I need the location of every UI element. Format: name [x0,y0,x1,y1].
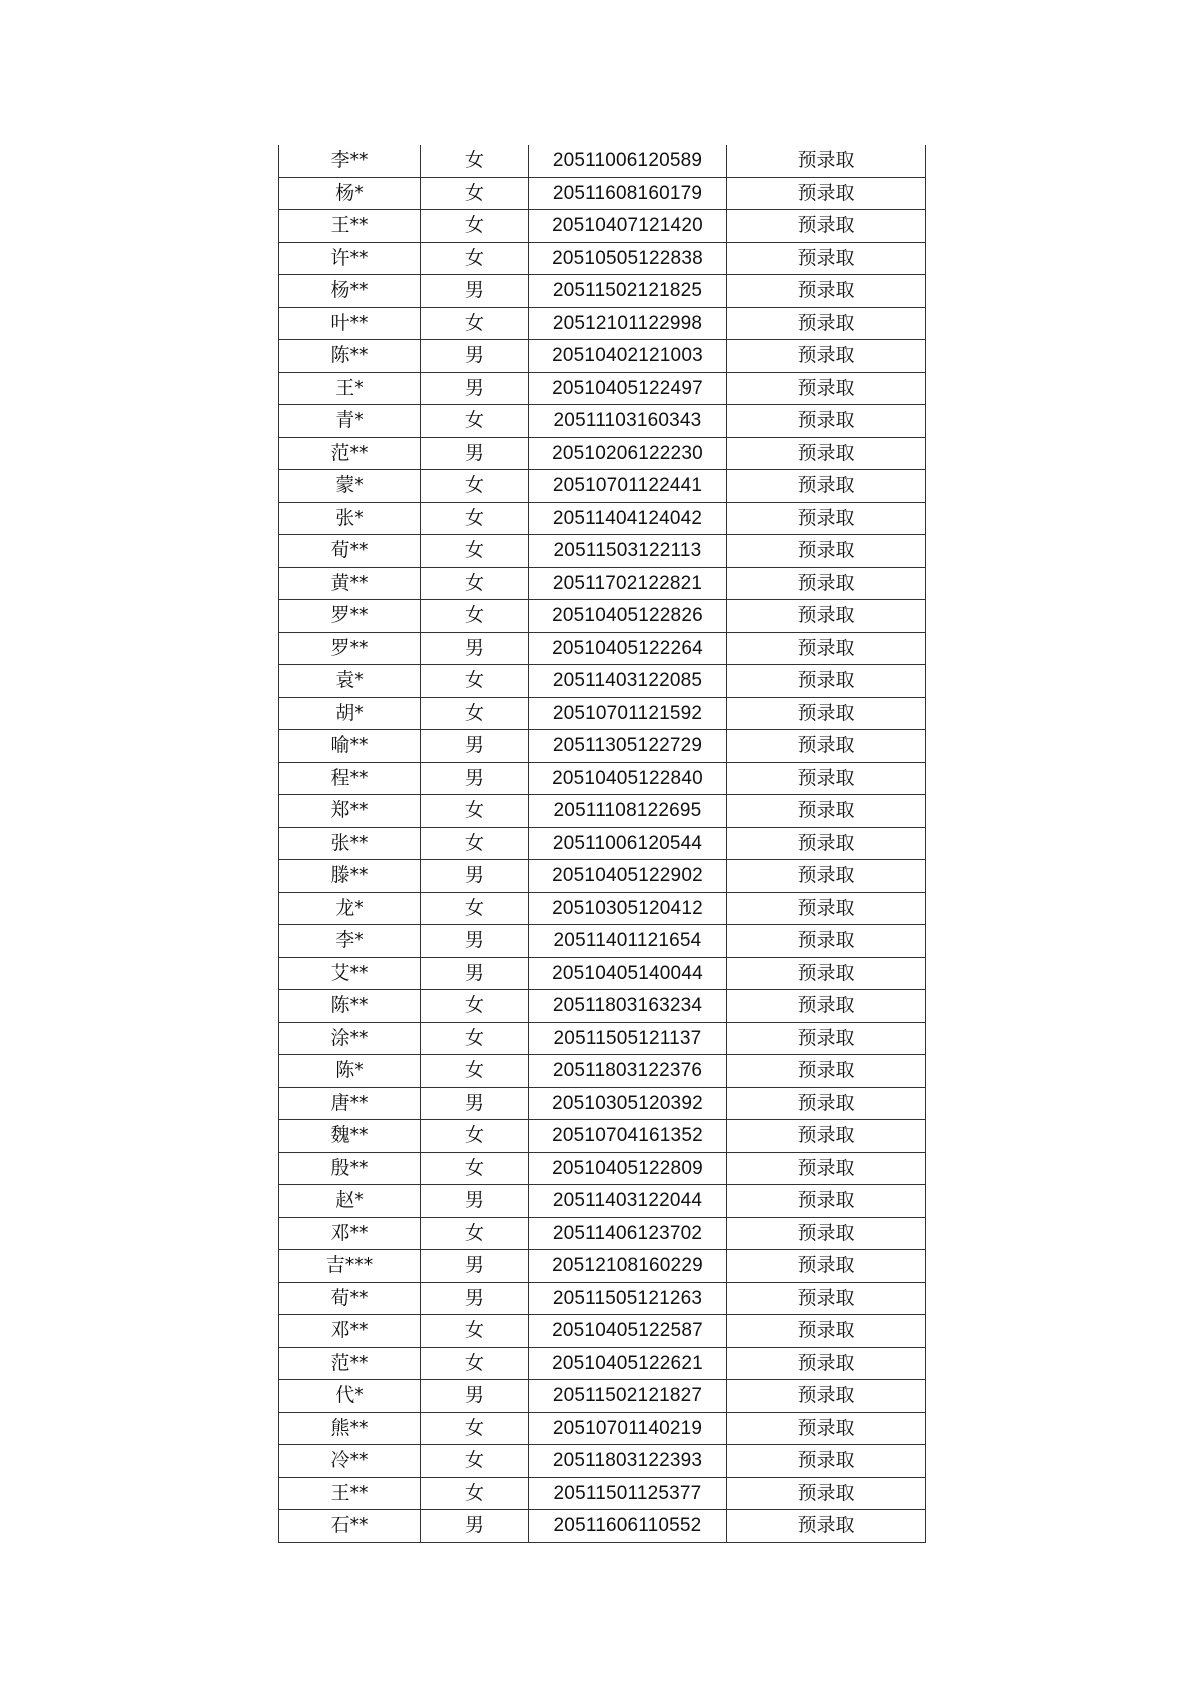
table-row [279,1120,926,1153]
candidate-exam-id-cell: 20510405122902 [529,860,727,893]
candidate-name-cell: 袁* [279,665,421,698]
candidate-name-cell: 范** [279,1347,421,1380]
admission-status-cell: 预录取 [727,1120,926,1153]
admission-status-cell: 预录取 [727,1380,926,1413]
candidate-exam-id-cell: 20511305122729 [529,730,727,763]
candidate-name-cell: 冷** [279,1445,421,1478]
candidate-name-cell: 许** [279,242,421,275]
candidate-name-cell: 王* [279,372,421,405]
table-row [279,1412,926,1445]
admission-table-body [279,145,926,1542]
candidate-name-cell: 范** [279,437,421,470]
candidate-exam-id-cell: 20510701140219 [529,1412,727,1445]
candidate-gender-cell: 男 [421,730,529,763]
candidate-name-cell: 邓** [279,1315,421,1348]
candidate-exam-id-cell: 20511406123702 [529,1217,727,1250]
candidate-exam-id-cell: 20511702122821 [529,567,727,600]
candidate-name-cell: 蒙* [279,470,421,503]
candidate-gender-cell: 男 [421,1250,529,1283]
candidate-exam-id-cell: 20510206122230 [529,437,727,470]
candidate-gender-cell: 男 [421,957,529,990]
admission-status-cell: 预录取 [727,567,926,600]
admission-status-cell: 预录取 [727,145,926,177]
candidate-name-cell: 荀** [279,1282,421,1315]
candidate-exam-id-cell: 20511403122044 [529,1185,727,1218]
admission-status-cell: 预录取 [727,242,926,275]
table-row [279,860,926,893]
candidate-exam-id-cell: 20511502121827 [529,1380,727,1413]
candidate-gender-cell: 女 [421,892,529,925]
candidate-gender-cell: 女 [421,1055,529,1088]
table-row [279,437,926,470]
candidate-gender-cell: 女 [421,1347,529,1380]
admission-status-cell: 预录取 [727,1412,926,1445]
candidate-name-cell: 魏** [279,1120,421,1153]
table-row [279,990,926,1023]
admission-status-cell: 预录取 [727,632,926,665]
table-row [279,1380,926,1413]
candidate-gender-cell: 男 [421,632,529,665]
candidate-name-cell: 罗** [279,632,421,665]
candidate-name-cell: 青* [279,405,421,438]
table-row [279,795,926,828]
table-row [279,1055,926,1088]
admission-status-cell: 预录取 [727,1087,926,1120]
candidate-exam-id-cell: 20511503122113 [529,535,727,568]
table-row [279,1087,926,1120]
admission-status-cell: 预录取 [727,1315,926,1348]
candidate-exam-id-cell: 20511403122085 [529,665,727,698]
admission-status-cell: 预录取 [727,340,926,373]
candidate-gender-cell: 女 [421,502,529,535]
candidate-exam-id-cell: 20511608160179 [529,177,727,210]
candidate-gender-cell: 男 [421,437,529,470]
admission-status-cell: 预录取 [727,275,926,308]
admission-status-cell: 预录取 [727,405,926,438]
candidate-exam-id-cell: 20510407121420 [529,210,727,243]
candidate-gender-cell: 男 [421,925,529,958]
candidate-exam-id-cell: 20511404124042 [529,502,727,535]
candidate-gender-cell: 女 [421,470,529,503]
candidate-name-cell: 石** [279,1510,421,1543]
table-row [279,502,926,535]
admission-status-cell: 预录取 [727,665,926,698]
candidate-gender-cell: 女 [421,697,529,730]
table-row [279,762,926,795]
candidate-exam-id-cell: 20511505121263 [529,1282,727,1315]
candidate-gender-cell: 女 [421,1152,529,1185]
candidate-exam-id-cell: 20510701121592 [529,697,727,730]
candidate-exam-id-cell: 20510505122838 [529,242,727,275]
table-row [279,242,926,275]
candidate-name-cell: 程** [279,762,421,795]
candidate-name-cell: 郑** [279,795,421,828]
admission-status-cell: 预录取 [727,1055,926,1088]
admission-table [278,145,926,1543]
candidate-gender-cell: 女 [421,1315,529,1348]
table-row [279,145,926,177]
candidate-gender-cell: 男 [421,275,529,308]
candidate-exam-id-cell: 20512101122998 [529,307,727,340]
admission-status-cell: 预录取 [727,925,926,958]
candidate-exam-id-cell: 20511108122695 [529,795,727,828]
candidate-exam-id-cell: 20511502121825 [529,275,727,308]
candidate-name-cell: 王** [279,210,421,243]
candidate-gender-cell: 女 [421,567,529,600]
candidate-exam-id-cell: 20510402121003 [529,340,727,373]
admission-status-cell: 预录取 [727,860,926,893]
table-row [279,925,926,958]
table-row [279,1217,926,1250]
candidate-exam-id-cell: 20510405122840 [529,762,727,795]
candidate-name-cell: 喻** [279,730,421,763]
candidate-name-cell: 李** [279,145,421,177]
candidate-exam-id-cell: 20512108160229 [529,1250,727,1283]
candidate-exam-id-cell: 20510405122497 [529,372,727,405]
candidate-name-cell: 荀** [279,535,421,568]
candidate-gender-cell: 女 [421,177,529,210]
candidate-gender-cell: 女 [421,405,529,438]
admission-status-cell: 预录取 [727,600,926,633]
candidate-name-cell: 艾** [279,957,421,990]
table-row [279,1347,926,1380]
candidate-exam-id-cell: 20511501125377 [529,1477,727,1510]
admission-status-cell: 预录取 [727,1022,926,1055]
candidate-exam-id-cell: 20510305120412 [529,892,727,925]
candidate-exam-id-cell: 20510405122264 [529,632,727,665]
candidate-name-cell: 熊** [279,1412,421,1445]
candidate-gender-cell: 女 [421,145,529,177]
candidate-gender-cell: 男 [421,1510,529,1543]
table-row [279,730,926,763]
candidate-gender-cell: 男 [421,1380,529,1413]
table-row [279,697,926,730]
candidate-name-cell: 涂** [279,1022,421,1055]
candidate-exam-id-cell: 20511103160343 [529,405,727,438]
table-row [279,1282,926,1315]
candidate-exam-id-cell: 20510405122621 [529,1347,727,1380]
admission-status-cell: 预录取 [727,795,926,828]
candidate-name-cell: 杨* [279,177,421,210]
table-row [279,1152,926,1185]
candidate-gender-cell: 男 [421,1087,529,1120]
candidate-exam-id-cell: 20511606110552 [529,1510,727,1543]
candidate-exam-id-cell: 20511803122376 [529,1055,727,1088]
candidate-name-cell: 黄** [279,567,421,600]
candidate-name-cell: 胡* [279,697,421,730]
candidate-exam-id-cell: 20511006120589 [529,145,727,177]
candidate-gender-cell: 女 [421,1022,529,1055]
candidate-name-cell: 滕** [279,860,421,893]
candidate-name-cell: 唐** [279,1087,421,1120]
admission-status-cell: 预录取 [727,307,926,340]
admission-status-cell: 预录取 [727,210,926,243]
admission-status-cell: 预录取 [727,1217,926,1250]
admission-status-cell: 预录取 [727,1510,926,1543]
candidate-name-cell: 罗** [279,600,421,633]
candidate-gender-cell: 男 [421,340,529,373]
table-row [279,340,926,373]
admission-status-cell: 预录取 [727,697,926,730]
candidate-gender-cell: 女 [421,665,529,698]
table-row [279,1477,926,1510]
table-row [279,600,926,633]
admission-status-cell: 预录取 [727,990,926,1023]
candidate-name-cell: 吉*** [279,1250,421,1283]
admission-status-cell: 预录取 [727,470,926,503]
table-row [279,665,926,698]
table-row [279,405,926,438]
table-row [279,177,926,210]
candidate-gender-cell: 男 [421,860,529,893]
table-row [279,470,926,503]
admission-status-cell: 预录取 [727,1250,926,1283]
table-row [279,1250,926,1283]
candidate-exam-id-cell: 20511803163234 [529,990,727,1023]
candidate-name-cell: 陈** [279,990,421,1023]
candidate-gender-cell: 男 [421,1185,529,1218]
candidate-name-cell: 杨** [279,275,421,308]
admission-status-cell: 预录取 [727,1347,926,1380]
admission-status-cell: 预录取 [727,730,926,763]
candidate-name-cell: 张** [279,827,421,860]
table-row [279,957,926,990]
admission-status-cell: 预录取 [727,892,926,925]
admission-status-cell: 预录取 [727,372,926,405]
candidate-gender-cell: 女 [421,1217,529,1250]
table-row [279,275,926,308]
table-row [279,1510,926,1543]
candidate-exam-id-cell: 20510704161352 [529,1120,727,1153]
candidate-exam-id-cell: 20510405122809 [529,1152,727,1185]
candidate-exam-id-cell: 20510405122587 [529,1315,727,1348]
candidate-exam-id-cell: 20511505121137 [529,1022,727,1055]
candidate-exam-id-cell: 20510405122826 [529,600,727,633]
admission-status-cell: 预录取 [727,827,926,860]
table-row [279,892,926,925]
candidate-gender-cell: 女 [421,827,529,860]
admission-status-cell: 预录取 [727,1477,926,1510]
candidate-gender-cell: 女 [421,795,529,828]
candidate-gender-cell: 男 [421,762,529,795]
table-row [279,1185,926,1218]
candidate-name-cell: 陈** [279,340,421,373]
admission-status-cell: 预录取 [727,177,926,210]
table-row [279,1445,926,1478]
table-row [279,632,926,665]
candidate-exam-id-cell: 20510405140044 [529,957,727,990]
candidate-gender-cell: 女 [421,1120,529,1153]
admission-status-cell: 预录取 [727,762,926,795]
candidate-gender-cell: 男 [421,372,529,405]
candidate-name-cell: 殷** [279,1152,421,1185]
admission-status-cell: 预录取 [727,1185,926,1218]
candidate-gender-cell: 女 [421,535,529,568]
admission-status-cell: 预录取 [727,1445,926,1478]
candidate-gender-cell: 女 [421,1412,529,1445]
admission-status-cell: 预录取 [727,437,926,470]
candidate-name-cell: 陈* [279,1055,421,1088]
candidate-gender-cell: 女 [421,307,529,340]
table-row [279,372,926,405]
admission-status-cell: 预录取 [727,1282,926,1315]
candidate-gender-cell: 女 [421,600,529,633]
candidate-exam-id-cell: 20511803122393 [529,1445,727,1478]
candidate-gender-cell: 男 [421,1282,529,1315]
candidate-name-cell: 王** [279,1477,421,1510]
table-row [279,1022,926,1055]
table-row [279,827,926,860]
candidate-name-cell: 张* [279,502,421,535]
admission-status-cell: 预录取 [727,957,926,990]
candidate-exam-id-cell: 20510305120392 [529,1087,727,1120]
candidate-name-cell: 李* [279,925,421,958]
candidate-gender-cell: 女 [421,242,529,275]
admission-status-cell: 预录取 [727,535,926,568]
admission-status-cell: 预录取 [727,502,926,535]
table-row [279,567,926,600]
table-row [279,1315,926,1348]
candidate-name-cell: 叶** [279,307,421,340]
candidate-name-cell: 龙* [279,892,421,925]
candidate-exam-id-cell: 20511006120544 [529,827,727,860]
candidate-exam-id-cell: 20510701122441 [529,470,727,503]
admission-status-cell: 预录取 [727,1152,926,1185]
candidate-exam-id-cell: 20511401121654 [529,925,727,958]
table-row [279,307,926,340]
candidate-name-cell: 代* [279,1380,421,1413]
candidate-gender-cell: 女 [421,1477,529,1510]
candidate-gender-cell: 女 [421,1445,529,1478]
candidate-name-cell: 邓** [279,1217,421,1250]
candidate-name-cell: 赵* [279,1185,421,1218]
table-row [279,210,926,243]
table-row [279,535,926,568]
candidate-gender-cell: 女 [421,210,529,243]
candidate-gender-cell: 女 [421,990,529,1023]
